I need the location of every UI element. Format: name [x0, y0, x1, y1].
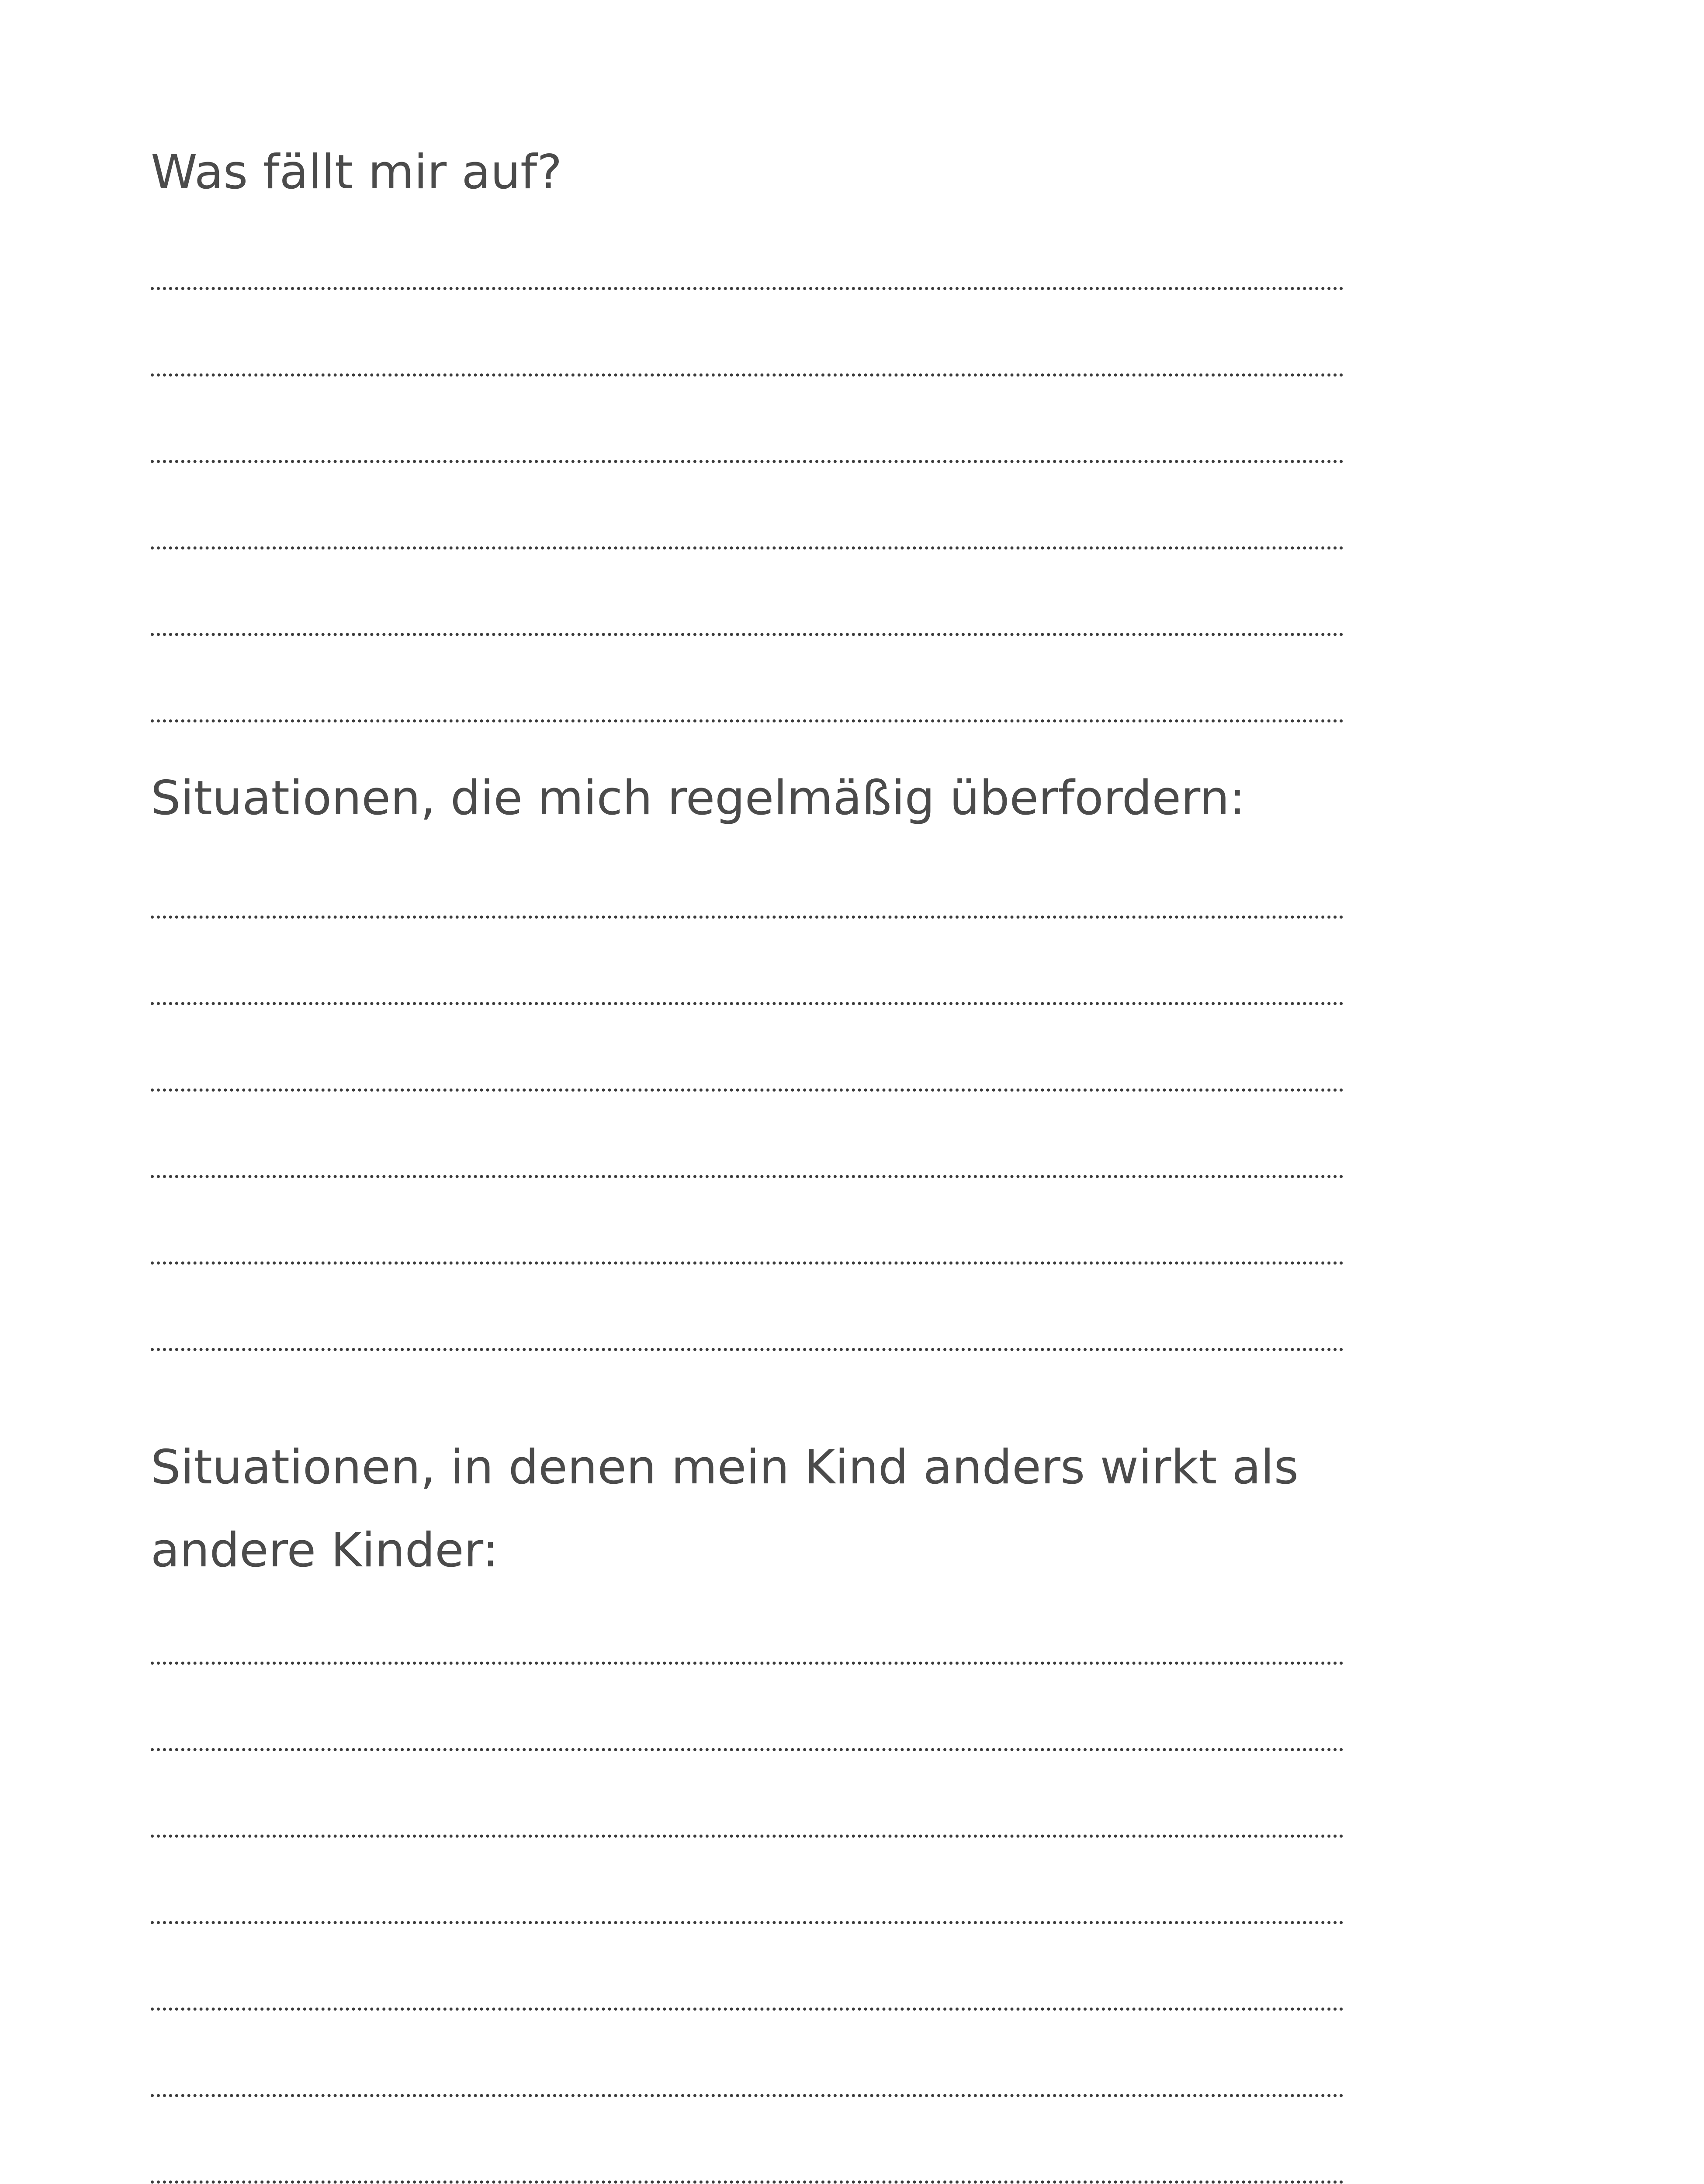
writing-line[interactable]	[151, 546, 1344, 549]
writing-line[interactable]	[151, 1002, 1344, 1005]
writing-line[interactable]	[151, 1921, 1344, 1924]
writing-line[interactable]	[151, 1175, 1344, 1178]
section-heading-overwhelming-situations: Situationen, die mich regelmäßig überfordern:	[151, 771, 1246, 826]
writing-line[interactable]	[151, 2008, 1344, 2011]
writing-line[interactable]	[151, 1261, 1344, 1265]
writing-line[interactable]	[151, 633, 1344, 636]
writing-line[interactable]	[151, 1748, 1344, 1751]
writing-line[interactable]	[151, 1835, 1344, 1838]
section-heading-child-seems-different: Situationen, in denen mein Kind anders wirkt als andere Kinder:	[151, 1440, 1299, 1578]
writing-line[interactable]	[151, 916, 1344, 919]
writing-line[interactable]	[151, 373, 1344, 377]
writing-line[interactable]	[151, 287, 1344, 290]
writing-line[interactable]	[151, 719, 1344, 722]
writing-line[interactable]	[151, 1348, 1344, 1351]
writing-line[interactable]	[151, 460, 1344, 463]
writing-line[interactable]	[151, 1089, 1344, 1092]
writing-line[interactable]	[151, 2094, 1344, 2097]
writing-line[interactable]	[151, 1662, 1344, 1665]
writing-line[interactable]	[151, 2181, 1344, 2184]
section-heading-what-stands-out: Was fällt mir auf?	[151, 145, 562, 200]
